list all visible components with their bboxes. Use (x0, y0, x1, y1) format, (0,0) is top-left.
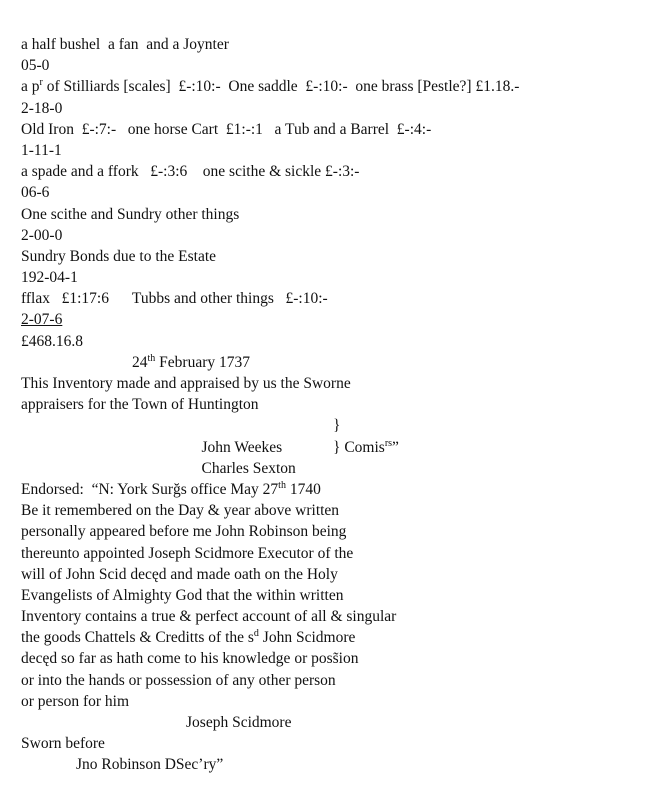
date-line: 24th February 1737 (132, 352, 250, 371)
appraiser-name: Charles Sexton (201, 459, 296, 477)
appraiser-row (21, 437, 651, 477)
total-line: £468.16.8 (21, 332, 83, 350)
spacer (21, 458, 651, 479)
appraiser-brace: } (333, 417, 341, 435)
oath-line: or into the hands or possession of any other person (21, 671, 336, 689)
signature: Joseph Scidmore (186, 714, 292, 731)
appraisal-line: This Inventory made and appraised by us the Sworne (21, 375, 351, 392)
oath-line: Be it remembered on the Day & year above written (21, 502, 340, 520)
document-page (21, 34, 651, 776)
oath-line: decęd so far as hath come to his knowledge or poss̃ion (21, 650, 359, 668)
oath-line: thereunto appointed Joseph Scidmore Executor of the (21, 544, 354, 562)
appraisal-line: appraisers for the Town of Huntington (21, 396, 259, 414)
inventory-line: a half bushel a fan and a Joynter (21, 36, 229, 53)
oath-line: or person for him (21, 692, 130, 710)
oath-line: will of John Scid decęd and made oath on the Holy (21, 565, 338, 583)
inventory-line: a spade and a ffork £-:3:6 one scithe & sickle £-:3:- (21, 163, 360, 181)
inventory-list (21, 34, 651, 309)
inventory-line: 192-04-1 (21, 269, 78, 287)
oath-line: Inventory contains a true & perfect account of all & singular (21, 608, 397, 626)
sworn-by: Jno Robinson DSec’ry” (76, 756, 224, 774)
oath-line: the goods Chattels & Creditts of the $s^d$ John Scidmore (21, 628, 356, 647)
inventory-line: 2-18-0 (21, 99, 63, 117)
inventory-line: 05-0 (21, 57, 50, 75)
commissioners-label: } Comis$^{rs}$” (333, 437, 399, 456)
oath-line: personally appeared before me John Robinson being (21, 523, 347, 541)
inventory-line: Old Iron £-:7:- one horse Cart £1:-:1 a Tub and a Barrel £-:4:- (21, 120, 432, 138)
inventory-line: a $p^r$ of Stilliards [scales] £-:10:- One saddle £-:10:- one brass [Pestle?] £1.18.- (21, 77, 520, 96)
appraiser-name: John Weekes (201, 438, 283, 456)
sworn-before: Sworn before (21, 735, 105, 753)
inventory-line: 2-00-0 (21, 226, 63, 244)
inventory-line: One scithe and Sundry other things (21, 205, 240, 223)
inventory-line: Sundry Bonds due to the Estate (21, 247, 217, 265)
inventory-line: 1-11-1 (21, 141, 62, 159)
endorsed-line: Endorsed: “N: York Surğs office May 27th 1740 (21, 479, 321, 498)
inventory-line: fflax £1:17:6 Tubbs and other things £-:10:- (21, 290, 328, 308)
oath-line: Evangelists of Almighty God that the within written (21, 586, 344, 604)
subtotal-line: 2-07-6 (21, 311, 63, 329)
oath-text (21, 500, 651, 712)
inventory-line: 06-6 (21, 184, 50, 202)
